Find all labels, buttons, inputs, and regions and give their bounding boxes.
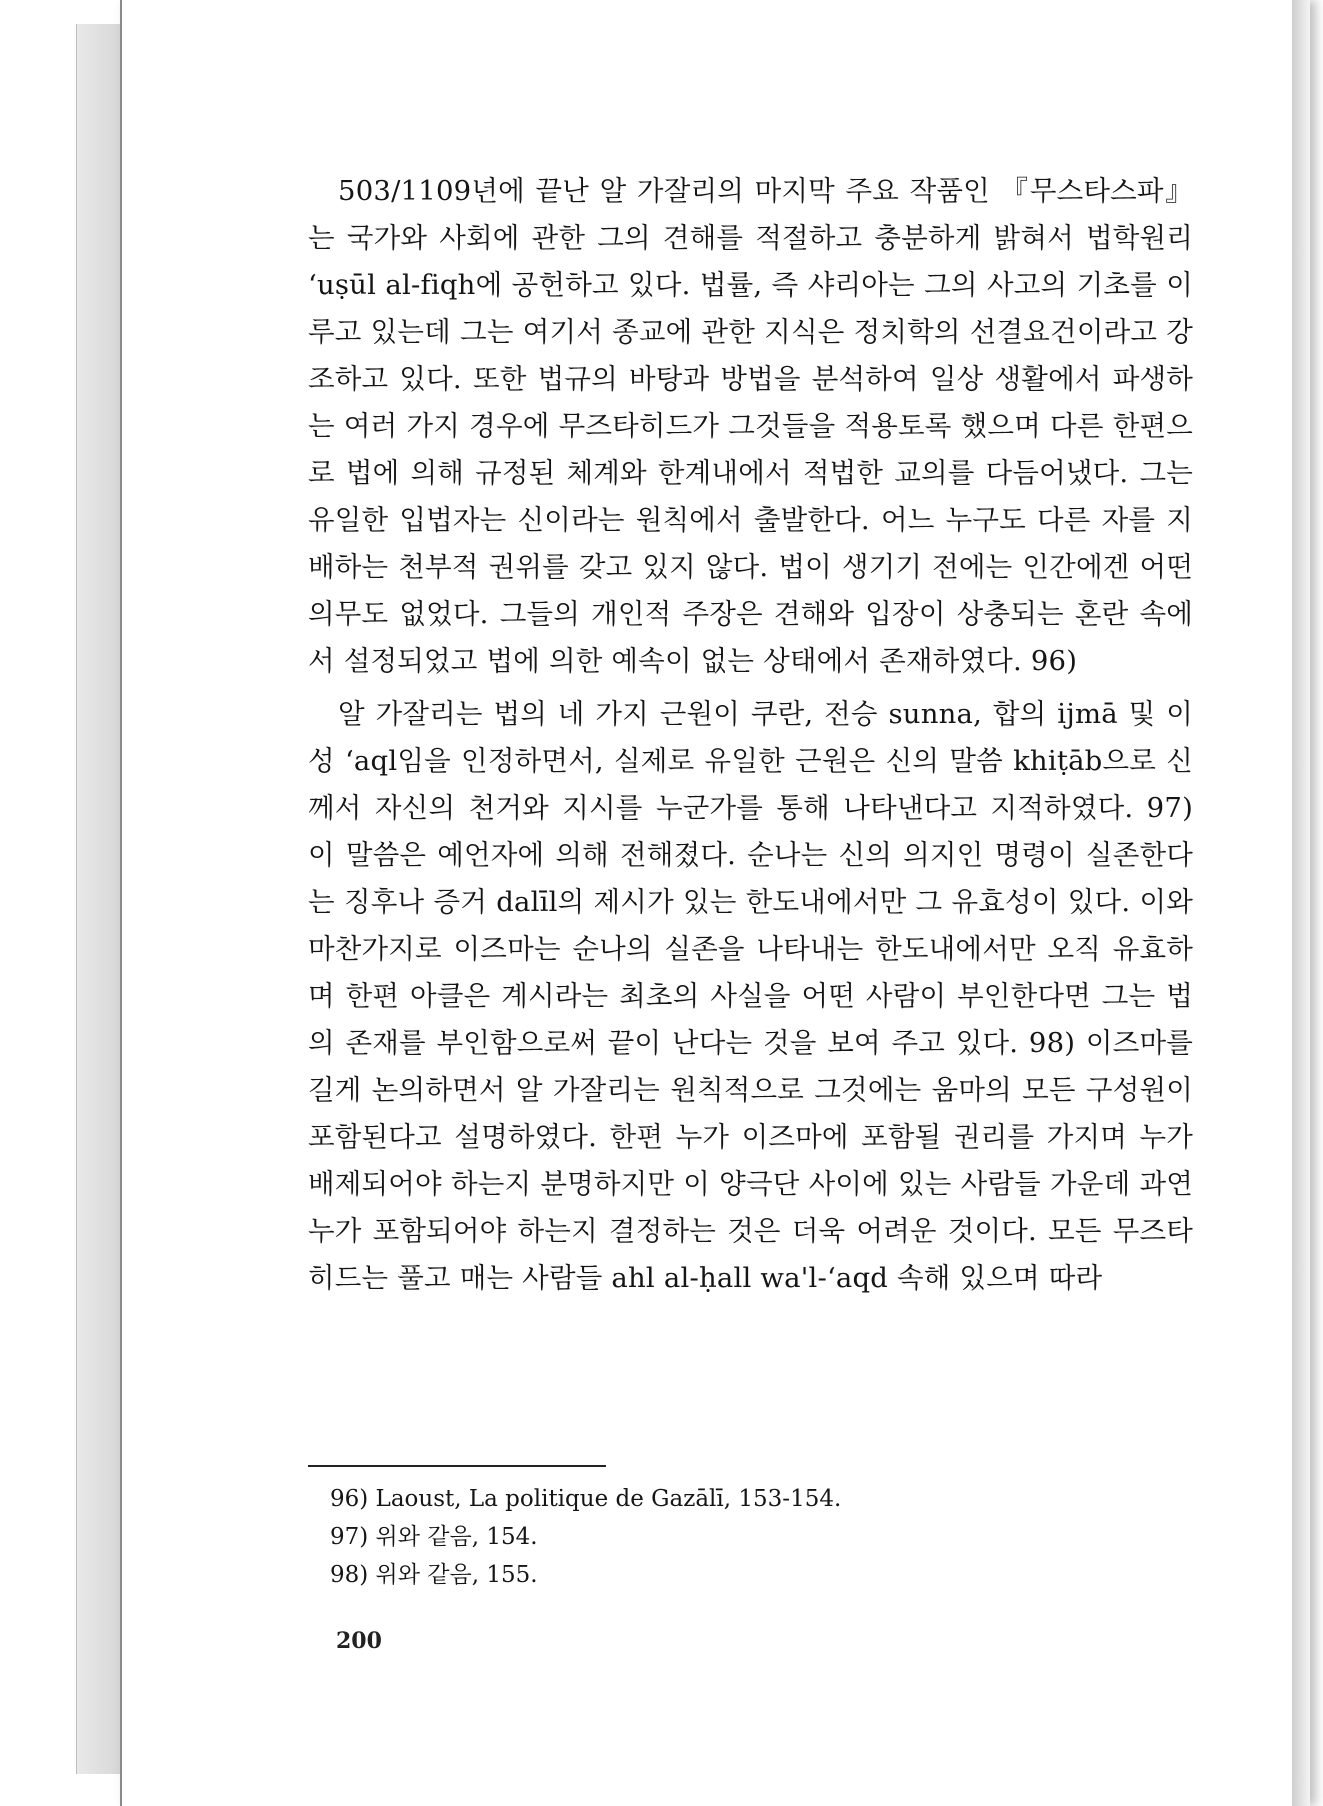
footnotes xyxy=(330,1480,1130,1594)
page-number: 200 xyxy=(336,1628,382,1654)
page-edge xyxy=(1292,0,1310,1806)
footnote-96: 96) Laoust, La politique de Gazālī, 153-154. xyxy=(330,1486,842,1512)
footnote-97: 97) 위와 같음, 154. xyxy=(330,1524,538,1550)
paragraph-2: 알 가잘리는 법의 네 가지 근원이 쿠란, 전승 sunna, 합의 ijmā 및 이성 ʻaql임을 인정하면서, 실제로 유일한 근원은 신의 말씀 khiṭāb으로 신께서 자신의 천거와 지시를 누군가를 통해 나타낸다고 지적하였다. 97) 이 말씀은 예언자에 의해 전해졌다. 순나는 신의 의지인 명령이 실존한다는 징후나 증거 dalīl의 제시가 있는 한도내에서만 그 유효성이 있다. 이와 마찬가지로 이즈마는 순나의 실존을 나타내는 한도내에서만 오직 유효하며 한편 아클은 계시라는 최초의 사실을 어떤 사람이 부인한다면 그는 법의 존재를 부인함으로써 끝이 난다는 것을 보여 주고 있다. 98) 이즈마를 길게 논의하면서 알 가잘리는 원칙적으로 그것에는 움마의 모든 구성원이 포함된다고 설명하였다. 한편 누가 이즈마에 포함될 권리를 가지며 누가 배제되어야 하는지 분명하지만 이 양극단 사이에 있는 사람들 가운데 과연 누가 포함되어야 하는지 결정하는 것은 더욱 어려운 것이다. 모든 무즈타히드는 풀고 매는 사람들 ahl al-ḥall wa'l-ʻaqd 속해 있으며 따라 xyxy=(308,698,1193,1294)
paragraph-1: 503/1109년에 끝난 알 가잘리의 마지막 주요 작품인 『무스타스파』는 국가와 사회에 관한 그의 견해를 적절하고 충분하게 밝혀서 법학원리 ʻuṣūl al-fiqh에 공헌하고 있다. 법률, 즉 샤리아는 그의 사고의 기초를 이루고 있는데 그는 여기서 종교에 관한 지식은 정치학의 선결요건이라고 강조하고 있다. 또한 법규의 바탕과 방법을 분석하여 일상 생활에서 파생하는 여러 가지 경우에 무즈타히드가 그것들을 적용토록 했으며 다른 한편으로 법에 의해 규정된 체계와 한계내에서 적법한 교의를 다듬어냈다. 그는 유일한 입법자는 신이라는 원칙에서 출발한다. 어느 누구도 다른 자를 지배하는 천부적 권위를 갖고 있지 않다. 법이 생기기 전에는 인간에겐 어떤 의무도 없었다. 그들의 개인적 주장은 견해와 입장이 상충되는 혼란 속에서 설정되었고 법에 의한 예속이 없는 상태에서 존재하였다. 96) xyxy=(308,175,1193,677)
book-spine xyxy=(76,24,124,1774)
body-text xyxy=(308,168,1193,1302)
footnote-divider xyxy=(308,1465,606,1467)
footnote-98: 98) 위와 같음, 155. xyxy=(330,1562,538,1588)
